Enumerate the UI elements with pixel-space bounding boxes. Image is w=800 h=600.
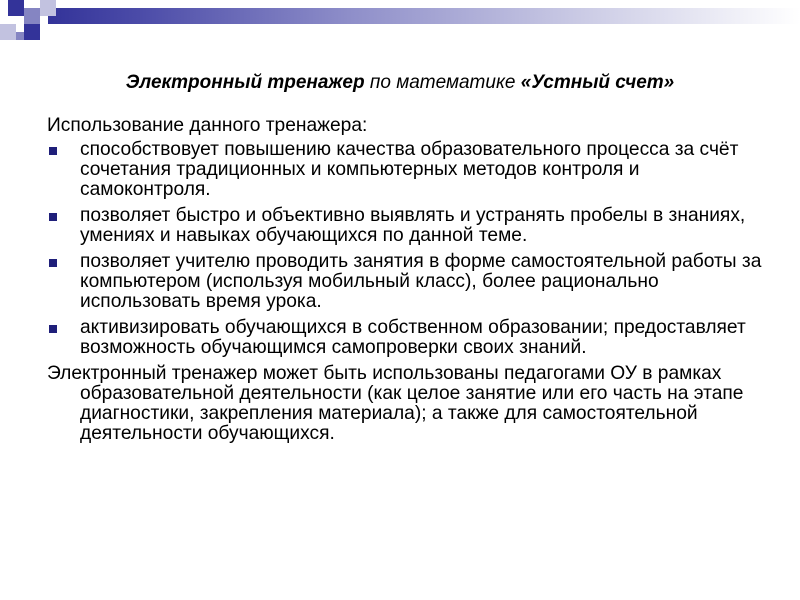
bullet-text: активизировать обучающихся в собственном образовании; предоставляет возможность обучающимся самопроверки своих знаний. [80, 317, 746, 358]
outro-text: Электронный тренажер может быть использованы педагогами ОУ в рамках образовательной деятельности (как целое занятие или его часть на этапе диагностики, закрепления материала); а также для самостоятельной деятельности обучающихся. [47, 363, 744, 444]
top-decoration [0, 0, 800, 48]
bullet-text: позволяет учителю проводить занятия в форме самостоятельной работы за компьютером (используя мобильный класс), более рационально использовать время урока. [80, 251, 762, 312]
title-part-2: по математике [364, 72, 521, 93]
decor-square [24, 24, 40, 40]
bullet-item [47, 206, 772, 246]
decor-square [16, 32, 24, 40]
decor-square [8, 0, 24, 16]
slide-content [47, 116, 772, 444]
title-part-1: Электронный тренажер [125, 72, 365, 93]
square-bullet-icon [49, 325, 57, 333]
bullet-item [47, 318, 772, 358]
bullet-text: позволяет быстро и объективно выявлять и устранять пробелы в знаниях, умениях и навыках обучающихся по данной теме. [80, 205, 746, 246]
bullet-item [47, 140, 772, 200]
title-part-3: «Устный счет» [520, 72, 675, 93]
decor-square [0, 24, 16, 40]
square-bullet-icon [49, 147, 57, 155]
bullet-text: способствовует повышению качества образовательного процесса за счёт сочетания традиционных и компьютерных методов контроля и самоконтроля. [80, 139, 739, 200]
bullet-item [47, 252, 772, 312]
square-bullet-icon [49, 213, 57, 221]
slide-title [0, 72, 800, 94]
intro-text: Использование данного тренажера: [47, 115, 368, 136]
bullet-list [47, 140, 772, 358]
square-bullet-icon [49, 259, 57, 267]
decor-square [40, 0, 56, 16]
gradient-bar [48, 8, 800, 24]
decor-square [24, 8, 40, 24]
